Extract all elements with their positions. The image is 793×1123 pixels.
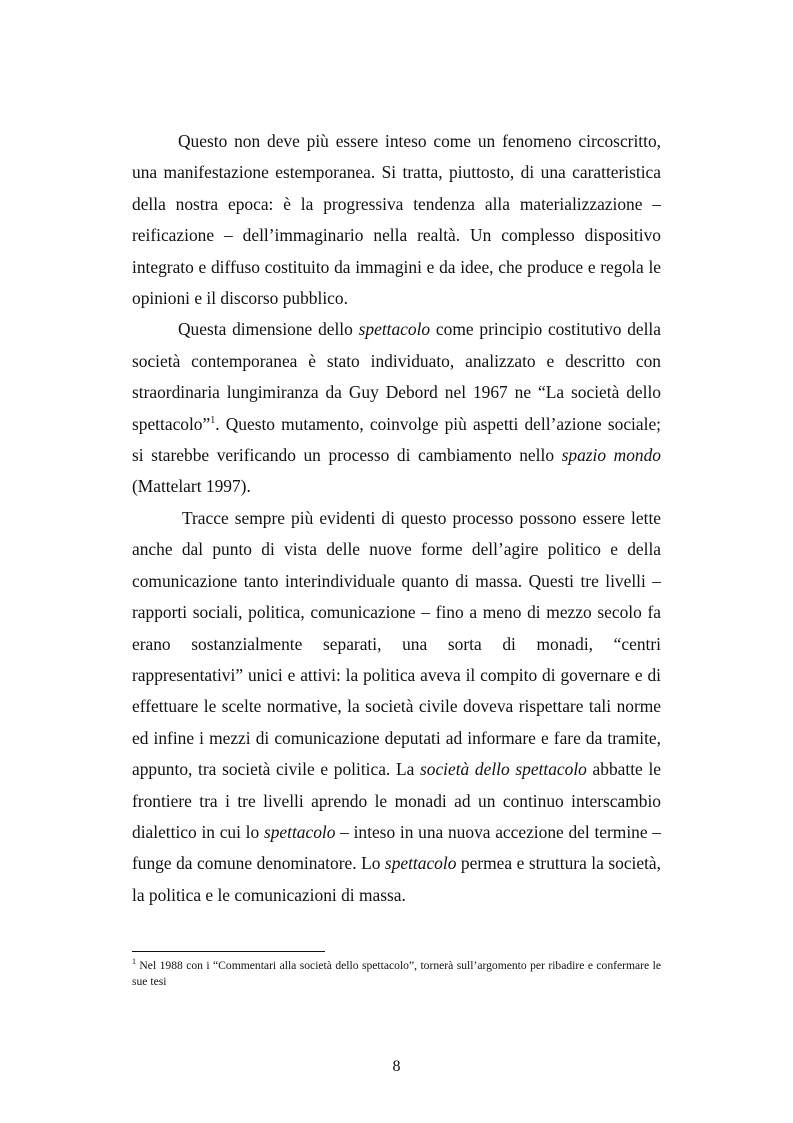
- text-run: abbatte le frontiere tra i tre livelli aprendo le monadi ad un continuo interscambio dialettico in cui lo: [132, 759, 662, 842]
- italic-term: spettacolo: [384, 853, 457, 874]
- text-run: Questo non deve più essere inteso come un fenomeno circoscritto, una manifestazione estemporanea. Si tratta, piuttosto, di una caratteristica della nostra epoca: è la progressiva tendenza alla materializzazione – reificazione – dell’immaginario nella realtà. Un complesso dispositivo integrato e diffuso costituito da immagini e da idee, che produce e regola le opinioni e il discorso pubblico.: [132, 131, 661, 309]
- footnote-marker: 1: [132, 957, 136, 967]
- footnote-reference[interactable]: 1: [210, 414, 216, 426]
- text-run: come principio costitutivo della società contemporanea è stato individuato, analizzato e descritto con straordinaria lungimiranza da Guy Debord nel 1967 ne “La società dello spettacolo”: [132, 319, 661, 434]
- text-run: (Mattelart 1997).: [132, 476, 251, 497]
- body-text: [132, 126, 661, 911]
- text-run: – inteso in una nuova accezione del termine – funge da comune denominatore. Lo: [132, 821, 662, 874]
- italic-term: spettacolo: [263, 821, 336, 842]
- italic-term: spettacolo: [358, 319, 431, 340]
- footnote: [132, 958, 661, 990]
- page-number: 8: [392, 1058, 401, 1075]
- text-run: . Questo mutamento, coinvolge più aspetti dell’azione sociale; si starebbe verificando un processo di cambiamento nello: [132, 413, 661, 466]
- footnote-separator: [132, 951, 325, 952]
- paragraph-1: [132, 126, 661, 314]
- footnote-text: Nel 1988 con i “Commentari alla società dello spettacolo”, tornerà sull’argomento per ribadire e confermare le sue tesi: [132, 959, 661, 988]
- paragraph-3: [132, 503, 661, 911]
- text-run: Questa dimensione dello: [178, 319, 359, 340]
- paragraph-2: [132, 314, 661, 502]
- text-run: permea e struttura la società, la politica e le comunicazioni di massa.: [132, 853, 661, 905]
- text-run: Tracce sempre più evidenti di questo processo possono essere lette anche dal punto di vista delle nuove forme dell’agire politico e della comunicazione tanto interindividuale quanto di massa. Questi tre livelli – rapporti sociali, politica, comunicazione – fino a meno di mezzo secolo fa erano sostanzialmente separati, una sorta di monadi, “centri rappresentativi” unici e attivi: la politica aveva il compito di governare e di effettuare le scelte normative, la società civile doveva rispettare tali norme ed infine i mezzi di comunicazione deputati ad informare e fare da tramite, appunto, tra società civile e politica. La: [132, 507, 661, 780]
- italic-term: spazio mondo: [561, 445, 661, 466]
- italic-term: società dello spettacolo: [419, 759, 587, 780]
